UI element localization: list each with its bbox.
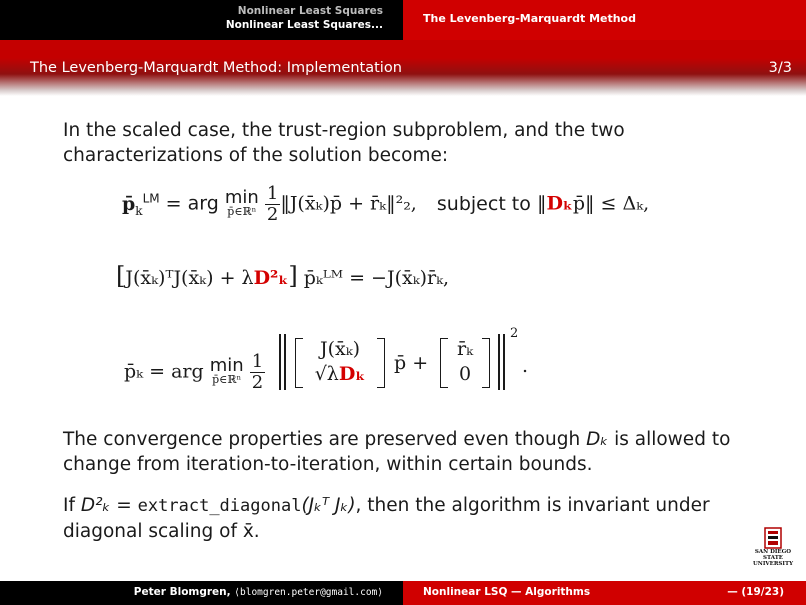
university-logo: SAN DIEGO STATE UNIVERSITY xyxy=(750,527,796,567)
conv-line-1: The convergence properties are preserved even though Dₖ is allowed to xyxy=(63,429,731,450)
norm-bar-right-1 xyxy=(498,334,500,390)
eq1-subject-to: subject to xyxy=(436,192,531,215)
eq1-argmin: min p̄∈ℝⁿ xyxy=(224,186,259,218)
section-link[interactable]: Nonlinear Least Squares xyxy=(237,5,383,17)
footer-info xyxy=(403,581,806,605)
eq2-D-squared: D²ₖ xyxy=(253,267,289,289)
footer-author: Peter Blomgren, ⟨blomgren.peter@gmail.com⟩ xyxy=(0,581,403,605)
if-line-1: If D²ₖ = extract_diagonal(Jₖᵀ Jₖ), then the algorithm is invariant under xyxy=(63,495,710,516)
footer-bar xyxy=(0,581,806,605)
intro-line-1: In the scaled case, the trust-region subproblem, and the two xyxy=(63,120,625,141)
equation-trust-region: $p̄_k^{LM}$ = arg min p̄∈ℝⁿ $\frac{1}{2}$ ‖J(x̄ₖ)p̄ + r̄ₖ‖²₂, subject to ‖Dₖp̄‖ ≤ Δₖ, xyxy=(122,183,650,225)
eq3-mid: p̄ + xyxy=(394,352,429,374)
norm-bar-left-2 xyxy=(284,334,286,390)
intro-paragraph xyxy=(63,118,625,168)
eq3-half: $\frac{1}{2}$ xyxy=(251,351,264,393)
matrix-left-bracket-open xyxy=(295,338,303,388)
author-email: ⟨blomgren.peter@gmail.com⟩ xyxy=(234,587,383,598)
if-line-2: diagonal scaling of x̄. xyxy=(63,521,260,542)
eq2-rhs: p̄ₖᴸᴹ = −J(x̄ₖ)r̄ₖ, xyxy=(303,267,450,289)
invariance-paragraph xyxy=(63,493,710,544)
section-nav[interactable] xyxy=(0,0,403,40)
eq1-half: $\frac{1}{2}$ xyxy=(266,183,279,225)
eq1-constraint: p̄‖ ≤ Δₖ, xyxy=(572,192,650,215)
eq3-argmin: min p̄∈ℝⁿ xyxy=(209,354,244,386)
eq3-end: . xyxy=(522,355,529,377)
eq3-exponent: 2 xyxy=(510,326,519,341)
eq1-body: ‖J(x̄ₖ)p̄ + r̄ₖ‖²₂, xyxy=(280,192,417,215)
eq1-scaling-D: Dₖ xyxy=(546,192,573,215)
intro-line-2: characterizations of the solution become: xyxy=(63,145,449,166)
top-navigation-bar xyxy=(0,0,806,40)
matrix-right xyxy=(449,337,481,387)
matrix-left-top: J(x̄ₖ) xyxy=(319,338,361,360)
matrix-right-bottom: 0 xyxy=(458,363,472,385)
matrix-left-bottom: √λDₖ xyxy=(314,363,366,385)
eq1-lhs: $p̄_k^{LM}$ xyxy=(122,191,160,218)
frame-page-number: 3/3 xyxy=(768,60,792,76)
matrix-right-top: r̄ₖ xyxy=(456,338,473,360)
footer-short-title[interactable]: Nonlinear LSQ — Algorithms xyxy=(423,586,591,598)
university-seal-icon xyxy=(764,527,782,549)
frame-title: The Levenberg-Marquardt Method: Implementation xyxy=(30,60,402,76)
equation-normal: [J(x̄ₖ)ᵀJ(x̄ₖ) + λD²ₖ] p̄ₖᴸᴹ = −J(x̄ₖ)r̄ₖ, xyxy=(116,262,450,290)
norm-bar-left-1 xyxy=(279,334,281,390)
norm-bar-right-2 xyxy=(503,334,505,390)
matrix-left-bracket-close xyxy=(377,338,385,388)
matrix-right-bracket-close xyxy=(482,338,490,388)
matrix-right-bracket-open xyxy=(440,338,448,388)
frame-title-bar xyxy=(0,40,806,96)
conv-line-2: change from iteration-to-iteration, within certain bounds. xyxy=(63,454,593,475)
matrix-left xyxy=(304,337,376,387)
convergence-paragraph xyxy=(63,427,730,477)
equation-least-squares: p̄ₖ = arg min p̄∈ℝⁿ $\frac{1}{2}$ xyxy=(124,351,264,393)
current-subsection[interactable]: The Levenberg-Marquardt Method xyxy=(403,0,806,40)
subsection-link[interactable]: Nonlinear Least Squares... xyxy=(225,19,383,31)
footer-page-count: — (19/23) xyxy=(727,586,784,598)
